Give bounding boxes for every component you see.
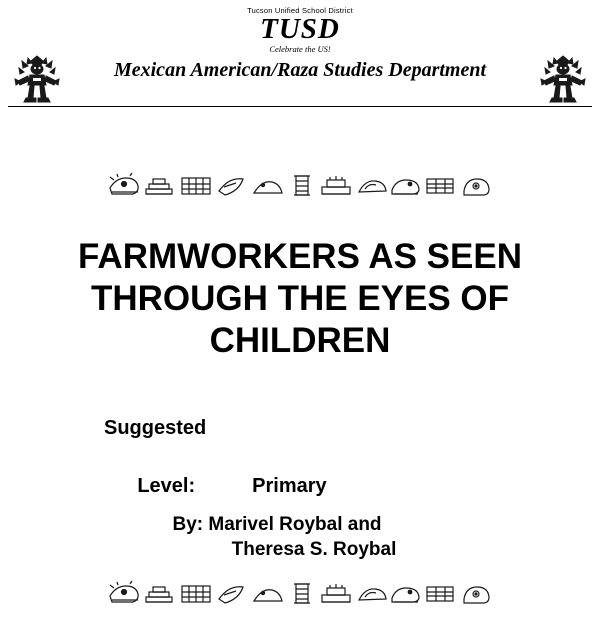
suggested-level-label-1: Suggested xyxy=(104,417,207,439)
district-name: Tucson Unified School District xyxy=(247,6,353,15)
byline-line-1: By: Marivel Roybal and xyxy=(172,514,382,535)
author-byline xyxy=(0,512,600,562)
suggested-level-value: Primary xyxy=(252,475,327,497)
byline-line-2: Theresa S. Roybal xyxy=(231,539,397,560)
header-divider xyxy=(8,106,592,107)
document-title xyxy=(40,236,560,362)
aztec-figure-right-icon xyxy=(536,54,590,106)
tusd-wordmark: TUSD xyxy=(260,13,340,45)
document-header xyxy=(0,0,600,112)
aztec-glyph-strip-top xyxy=(0,170,600,200)
tusd-logo-block xyxy=(0,6,600,55)
title-line-1: FARMWORKERS AS SEEN xyxy=(77,237,522,276)
suggested-level-label-2: Level: xyxy=(137,475,196,497)
tusd-tagline: Celebrate the US! xyxy=(269,44,331,54)
title-line-3: CHILDREN xyxy=(209,321,391,360)
title-line-2: THROUGH THE EYES OF xyxy=(90,279,510,318)
department-title: Mexican American/Raza Studies Department xyxy=(113,59,487,81)
aztec-figure-left-icon xyxy=(10,54,64,106)
aztec-glyph-strip-bottom xyxy=(0,578,600,608)
